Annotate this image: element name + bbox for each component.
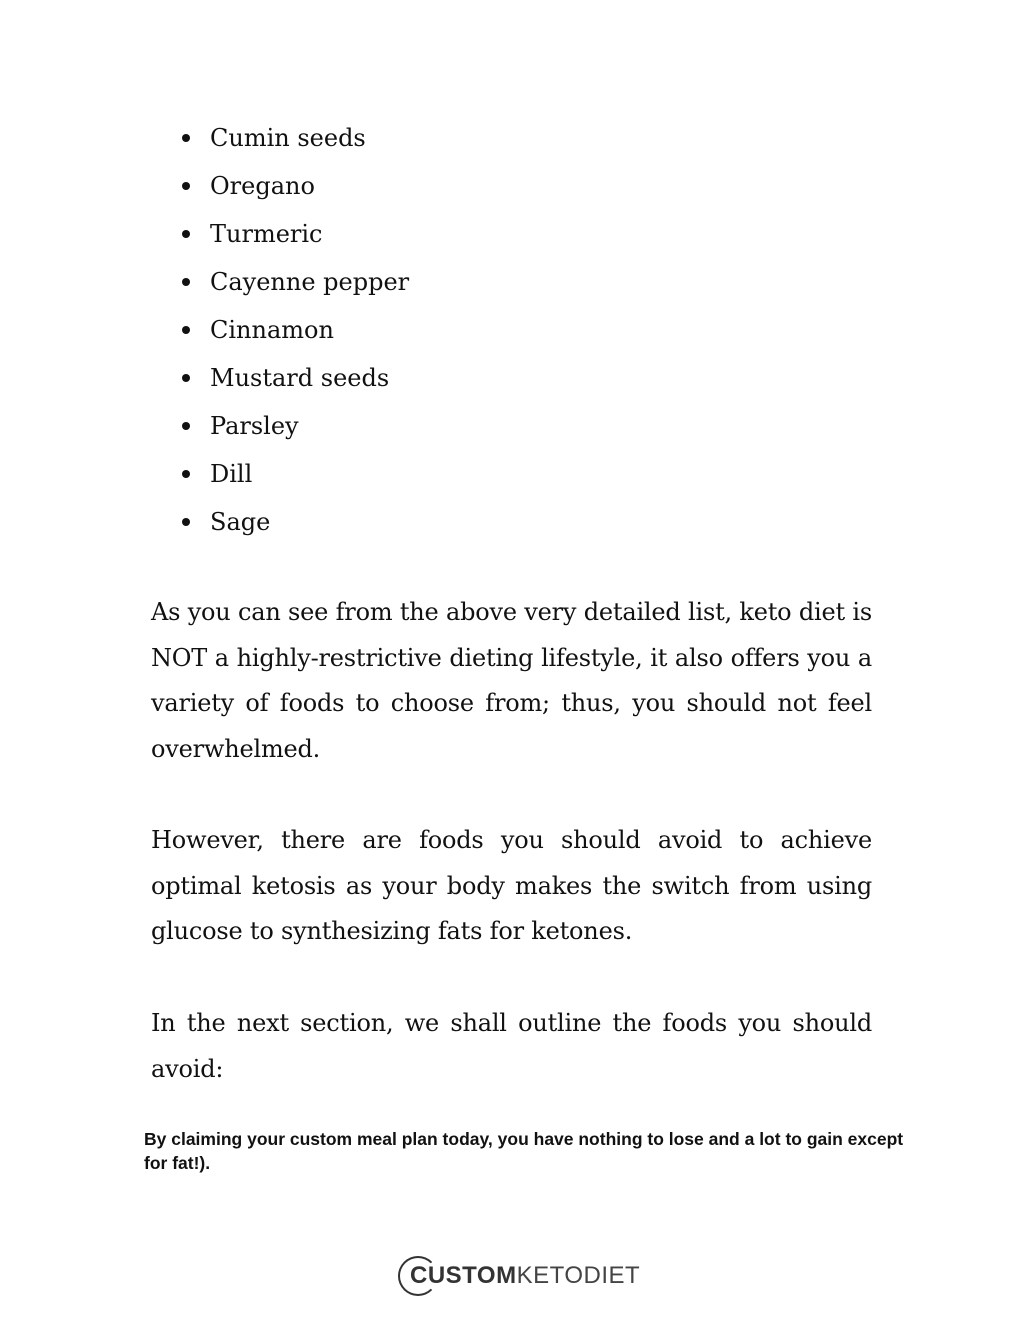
bullet-icon: [182, 422, 190, 430]
list-item: [182, 402, 409, 450]
bullet-icon: [182, 470, 190, 478]
list-item-text: Dill: [210, 460, 253, 488]
list-item: [182, 162, 409, 210]
list-item: [182, 450, 409, 498]
bullet-icon: [182, 278, 190, 286]
body-paragraph-avoid-foods: However, there are foods you should avoid to achieve optimal ketosis as your body makes the switch from using glucose to synthesizing fats for ketones.: [151, 826, 872, 946]
list-item-text: Cinnamon: [210, 316, 334, 344]
list-item: [182, 114, 409, 162]
list-item-text: Oregano: [210, 172, 315, 200]
list-item-text: Mustard seeds: [210, 364, 390, 392]
list-item: [182, 258, 409, 306]
logo-custom-text: USTOM: [427, 1262, 517, 1289]
list-item: [182, 306, 409, 354]
list-item: [182, 354, 409, 402]
body-paragraph-variety: As you can see from the above very detailed list, keto diet is NOT a highly-restrictive dieting lifestyle, it also offers you a variety of foods to choose from; thus, you should not feel overwhelmed.: [151, 598, 872, 764]
list-item-text: Cayenne pepper: [210, 268, 410, 296]
bullet-icon: [182, 518, 190, 526]
list-item-text: Turmeric: [210, 220, 323, 248]
promo-footer-text: By claiming your custom meal plan today, you have nothing to lose and a lot to gain except for fat!).: [144, 1129, 904, 1173]
list-item: [182, 498, 409, 546]
bullet-icon: [182, 134, 190, 142]
logo-ketodiet-text: KETODIET: [516, 1262, 641, 1289]
bullet-icon: [182, 182, 190, 190]
list-item-text: Cumin seeds: [210, 124, 366, 152]
customketodiet-logo: [398, 1254, 640, 1298]
bullet-icon: [182, 230, 190, 238]
list-item-text: Parsley: [210, 412, 299, 440]
list-item-text: Sage: [210, 508, 271, 536]
bullet-icon: [182, 326, 190, 334]
logo-c-letter: C: [410, 1262, 428, 1289]
list-item: [182, 210, 409, 258]
spice-list: [182, 114, 409, 546]
body-paragraph-next-section: In the next section, we shall outline the foods you should avoid:: [151, 1009, 872, 1083]
bullet-icon: [182, 374, 190, 382]
